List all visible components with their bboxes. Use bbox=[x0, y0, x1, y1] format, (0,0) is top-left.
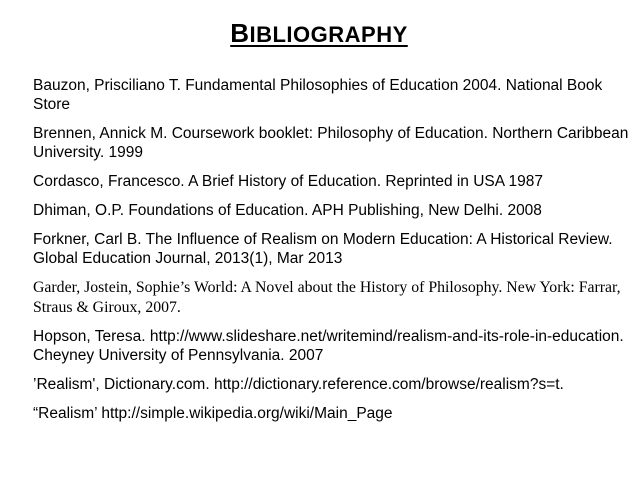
reference-forkner: Forkner, Carl B. The Influence of Realism on Modern Education: A Historical Review. Global Education Journal, 2013(1), Mar 2013 bbox=[33, 231, 613, 267]
reference-bauzon: Bauzon, Prisciliano T. Fundamental Philosophies of Education 2004. National Book Store bbox=[33, 77, 603, 113]
title-initial: B bbox=[230, 18, 250, 48]
reference-garder: Garder, Jostein, Sophie’s World: A Novel about the History of Philosophy. New York: Farrar, Straus & Giroux, 2007. bbox=[33, 279, 621, 316]
reference-brennen: Brennen, Annick M. Coursework booklet: Philosophy of Education. Northern Caribbean University. 1999 bbox=[33, 125, 629, 161]
page-title bbox=[0, 18, 638, 49]
reference-wikipedia: “Realism’ http://simple.wikipedia.org/wiki/Main_Page bbox=[33, 405, 393, 422]
reference-dhiman: Dhiman, O.P. Foundations of Education. APH Publishing, New Delhi. 2008 bbox=[33, 202, 542, 219]
reference-dictionary: ’Realism', Dictionary.com. http://dictionary.reference.com/browse/realism?s=t. bbox=[33, 376, 564, 393]
bibliography-list bbox=[33, 76, 633, 433]
title-rest: IBLIOGRAPHY bbox=[249, 22, 408, 47]
reference-cordasco: Cordasco, Francesco. A Brief History of Education. Reprinted in USA 1987 bbox=[33, 173, 544, 190]
reference-hopson: Hopson, Teresa. http://www.slideshare.net/writemind/realism-and-its-role-in-education. Cheyney University of Pennsylvania. 2007 bbox=[33, 328, 624, 364]
